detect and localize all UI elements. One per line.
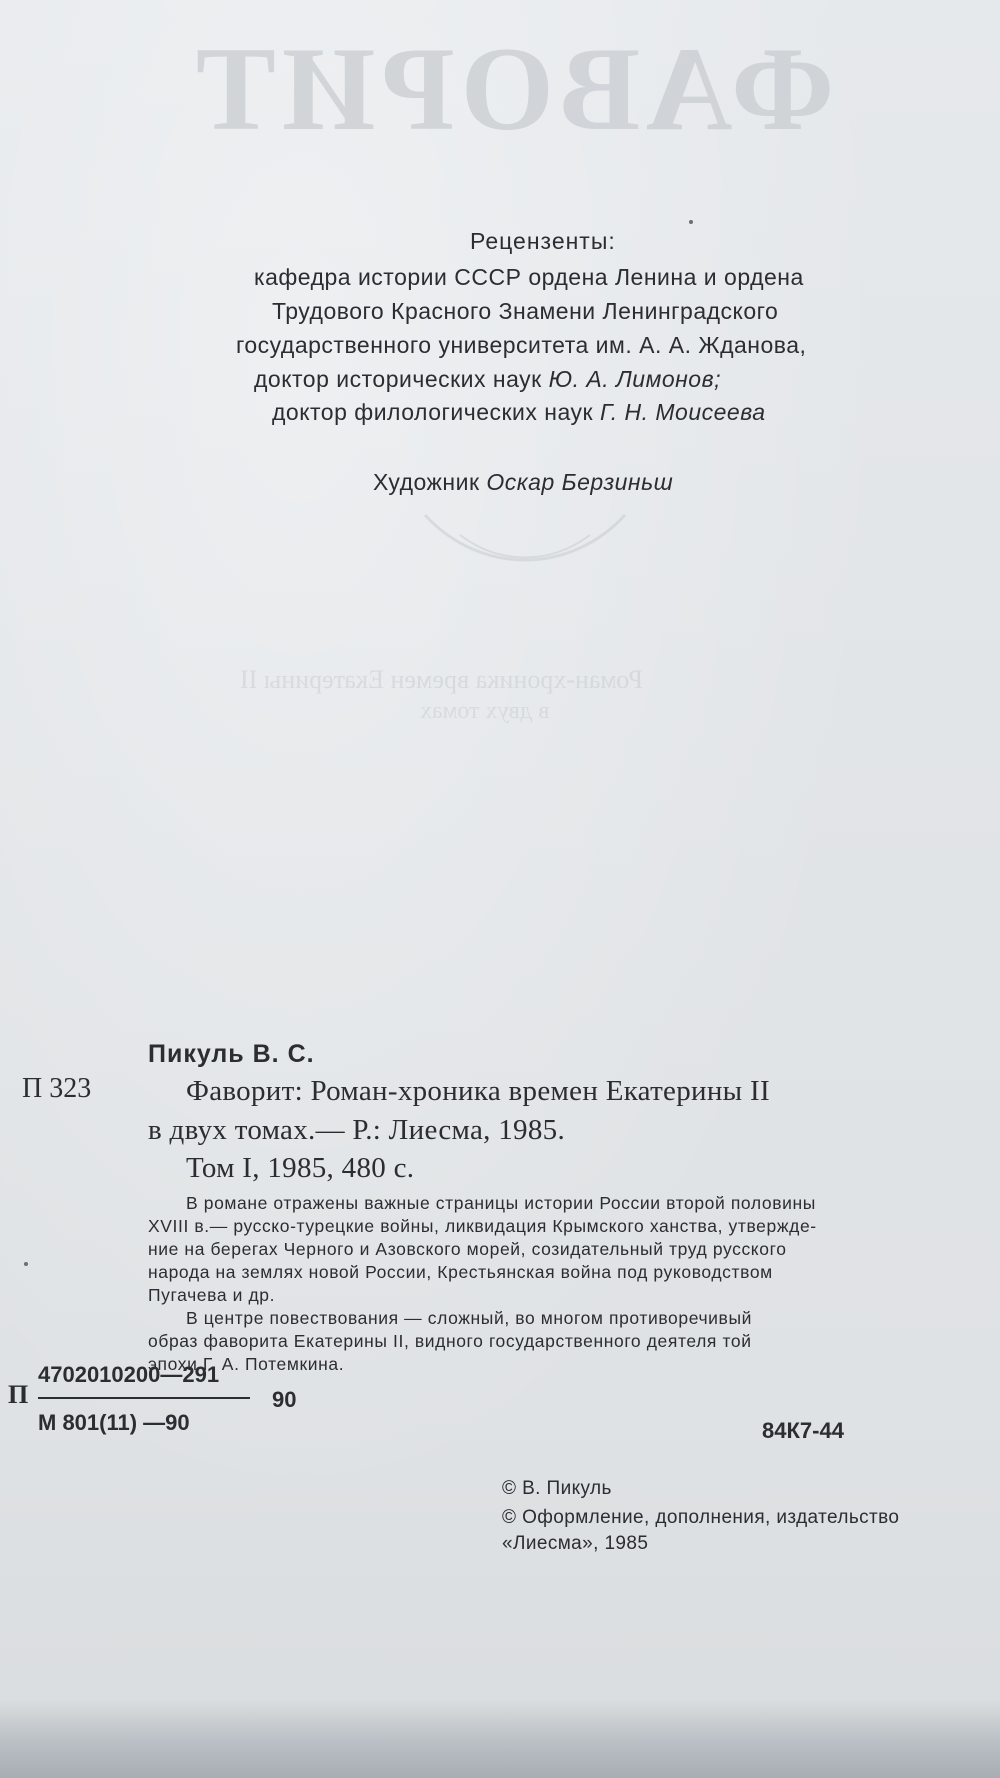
reviewer-line: государственного университета им. А. А. Жданова, <box>236 332 807 358</box>
reviewer-line <box>272 399 766 426</box>
index-denominator: М 801(11) —90 <box>38 1410 190 1435</box>
annotation-line: ние на берегах Черного и Азовского морей, созидательный труд русского <box>148 1239 787 1259</box>
reviewers-heading: Рецензенты: <box>470 228 616 254</box>
artist-label: Художник <box>373 469 480 495</box>
print-speck <box>24 1262 28 1266</box>
reviewer-degree: доктор филологических наук <box>272 399 594 425</box>
show-through-title: ФАВОРИТ <box>190 22 835 155</box>
index-numerator: 4702010200—291 <box>38 1362 220 1387</box>
show-through-subtitle: Роман-хроника времен Екатерины II <box>240 665 644 694</box>
copyright-line: © В. Пикуль <box>502 1478 612 1499</box>
catalog-volume-line: Том I, 1985, 480 с. <box>186 1152 415 1184</box>
catalog-title-line: в двух томах.— Р.: Лиесма, 1985. <box>148 1114 566 1146</box>
index-suffix: 90 <box>272 1387 297 1412</box>
page-bottom-edge <box>0 1700 1000 1778</box>
copyright-line: «Лиесма», 1985 <box>502 1533 649 1554</box>
catalog-title-line: Фаворит: Роман-хроника времен Екатерины II <box>186 1075 770 1107</box>
index-letter: П <box>8 1380 29 1409</box>
artist-name: Оскар Берзиньш <box>486 469 674 495</box>
bbk-code: 84К7-44 <box>762 1418 844 1443</box>
annotation-line: В романе отражены важные страницы истории России второй половины <box>186 1193 816 1213</box>
reviewer-name: Ю. А. Лимонов; <box>548 366 721 392</box>
reviewer-degree: доктор исторических наук <box>254 366 542 392</box>
catalog-code: П 323 <box>22 1073 92 1104</box>
print-speck <box>689 220 693 224</box>
reviewer-line: Трудового Красного Знамени Ленинградского <box>272 298 779 324</box>
reviewer-line <box>254 366 721 393</box>
annotation-line: XVIII в.— русско-турецкие войны, ликвидация Крымского ханства, утвержде- <box>148 1216 817 1236</box>
show-through-ornament <box>420 505 630 575</box>
index-fraction-bar <box>38 1397 250 1399</box>
copyright-line: © Оформление, дополнения, издательство <box>502 1507 900 1528</box>
annotation-line: народа на землях новой России, Крестьянская война под руководством <box>148 1262 773 1282</box>
catalog-author: Пикуль В. С. <box>148 1040 315 1068</box>
reviewer-line: кафедра истории СССР ордена Ленина и ордена <box>254 264 804 290</box>
show-through-volumes: в двух томах <box>420 698 550 724</box>
annotation-line: В центре повествования — сложный, во многом противоречивый <box>186 1308 753 1328</box>
annotation-line: образ фаворита Екатерины II, видного государственного деятеля той <box>148 1331 752 1351</box>
annotation-line: Пугачева и др. <box>148 1285 276 1305</box>
artist-credit <box>373 469 673 496</box>
annotation-line: эпохи Г. А. Потемкина. <box>148 1354 345 1374</box>
reviewer-name: Г. Н. Моисеева <box>600 399 766 425</box>
